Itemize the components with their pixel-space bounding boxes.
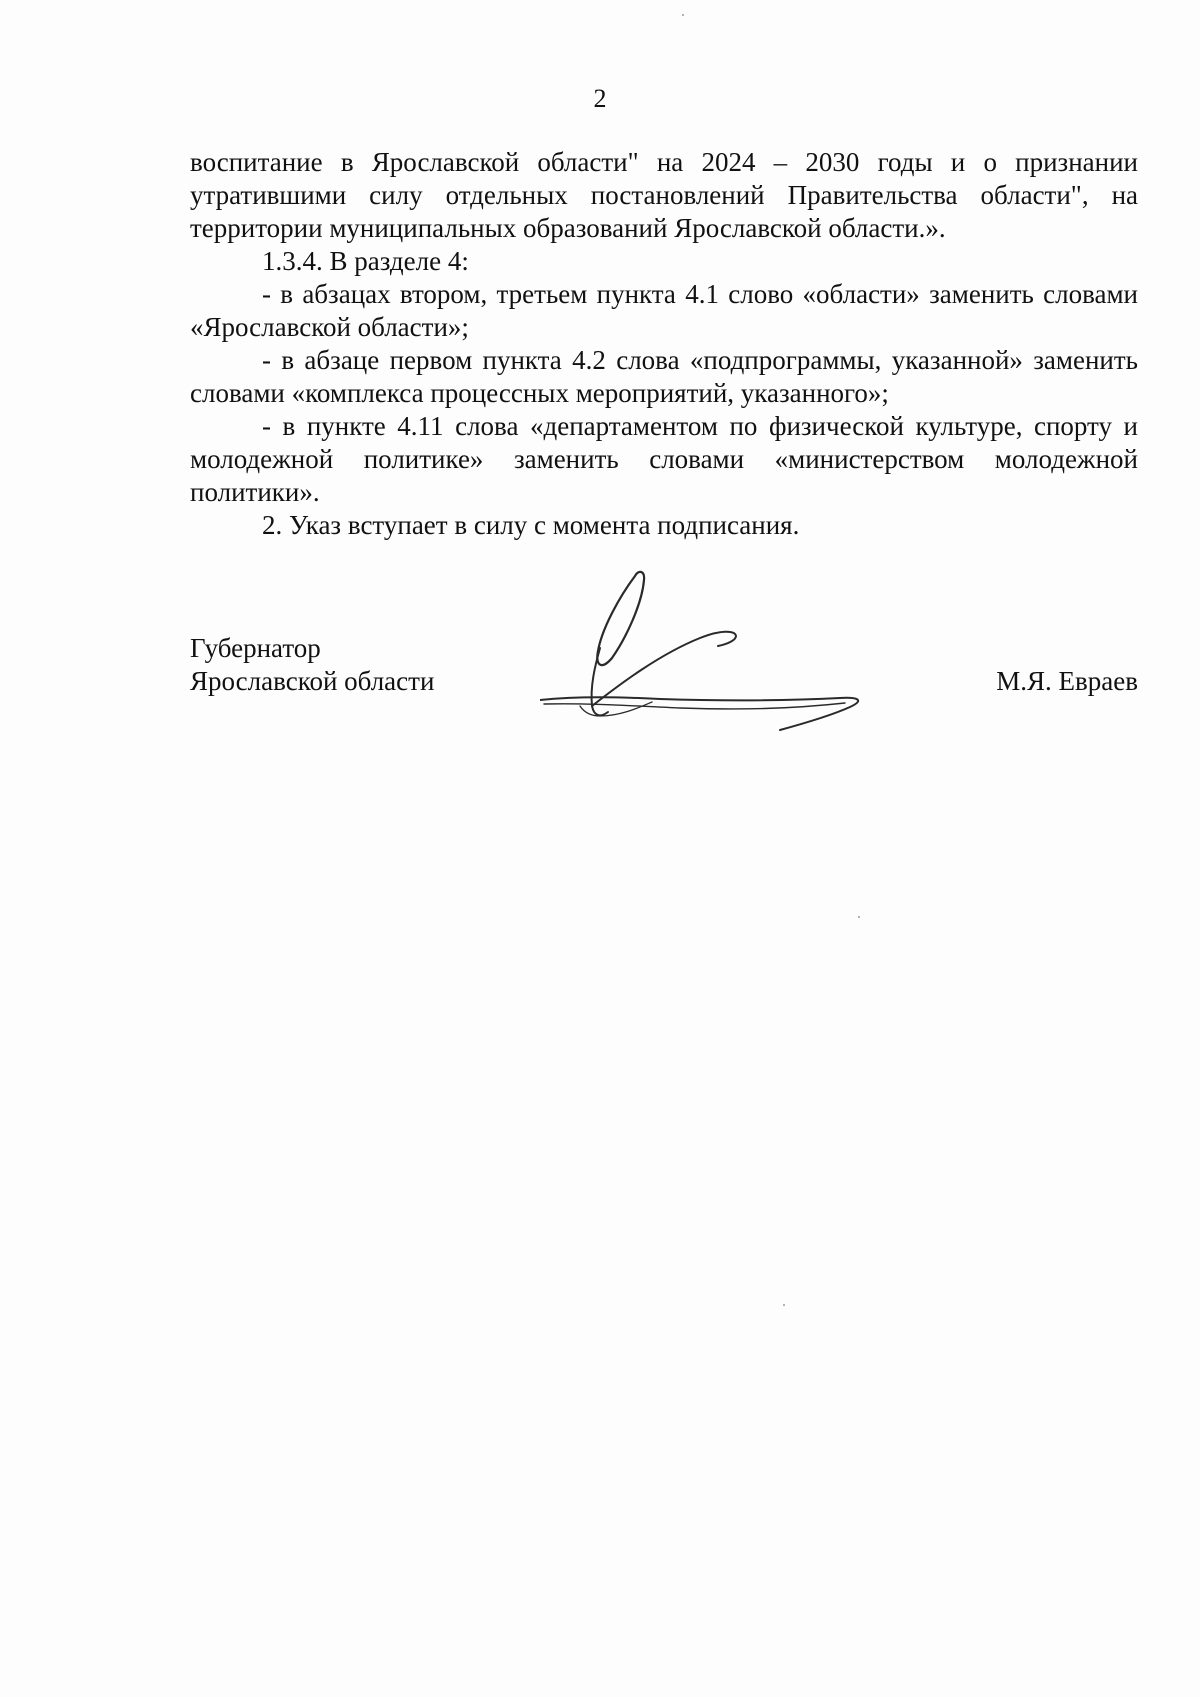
paragraph-item-4-11: - в пункте 4.11 слова «департаментом по физической культуре, спорту и молодежной политике» заменить словами «министерством молодежной политики».	[190, 411, 1138, 507]
signatory-title	[190, 632, 434, 698]
scan-artifact	[682, 14, 684, 16]
scan-artifact	[858, 916, 860, 918]
signatory-title-line-1: Губернатор	[190, 633, 321, 663]
document-body	[190, 146, 1138, 542]
paragraph-continuation: воспитание в Ярославской области" на 2024 – 2030 годы и о признании утратившими силу отдельных постановлений Правительства области", на территории муниципальных образований Ярославской области.».	[190, 147, 1138, 243]
signatory-title-line-2: Ярославской области	[190, 666, 435, 696]
paragraph-effective-date: 2. Указ вступает в силу с момента подписания.	[262, 510, 800, 540]
signatory-name: М.Я. Евраев	[996, 666, 1138, 696]
paragraph-item-4-1: - в абзацах втором, третьем пункта 4.1 слово «области» заменить словами «Ярославской области»;	[190, 279, 1138, 342]
paragraph-section-heading: 1.3.4. В разделе 4:	[262, 246, 469, 276]
scan-artifact	[783, 1304, 785, 1306]
paragraph-item-4-2: - в абзаце первом пункта 4.2 слова «подпрограммы, указанной» заменить словами «комплекса процессных мероприятий, указанного»;	[190, 345, 1138, 408]
handwritten-signature	[540, 566, 920, 736]
page-number: 2	[593, 84, 607, 113]
